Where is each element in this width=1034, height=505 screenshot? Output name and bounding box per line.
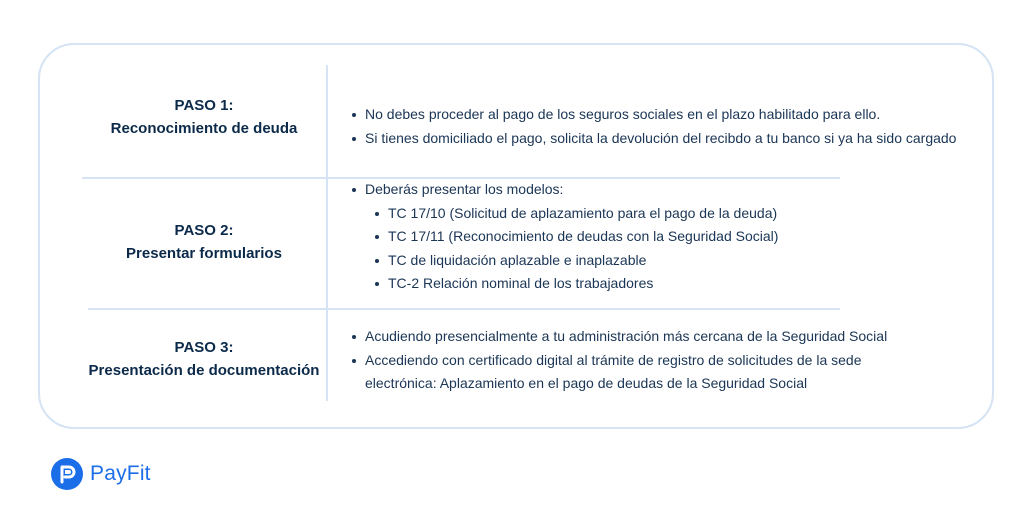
- sub-list-item: TC 17/10 (Solicitud de aplazamiento para el pago de la deuda): [347, 202, 778, 226]
- step-1-number: PASO 1:: [174, 97, 234, 114]
- row-divider-2: [88, 308, 840, 310]
- list-item: [347, 349, 887, 396]
- list-item: No debes proceder al pago de los seguros sociales en el plazo habilitado para ello.: [347, 103, 956, 127]
- payfit-logo-icon: [51, 458, 83, 490]
- step-3-number: PASO 3:: [174, 339, 234, 356]
- sub-list-item: TC 17/11 (Reconocimiento de deudas con la Seguridad Social): [347, 225, 778, 249]
- step-2-list: [347, 178, 778, 296]
- column-divider: [326, 65, 328, 401]
- step-1-heading: [82, 94, 326, 140]
- sub-list-item: TC-2 Relación nominal de los trabajadores: [347, 272, 778, 296]
- list-item: Si tienes domiciliado el pago, solicita la devolución del recibdo a tu banco si ya ha sido cargado: [347, 127, 956, 151]
- step-3-title: Presentación de documentación: [88, 362, 320, 379]
- step-2-title: Presentar formularios: [126, 245, 282, 262]
- step-3-heading: [82, 336, 326, 382]
- step-3-list: [347, 325, 887, 396]
- sub-list-item: TC de liquidación aplazable e inaplazable: [347, 249, 778, 273]
- list-item-line-1: Accediendo con certificado digital al trámite de registro de solicitudes de la sede: [365, 351, 862, 368]
- step-2-number: PASO 2:: [174, 222, 234, 239]
- step-2-heading: [82, 219, 326, 265]
- step-1-title: Reconocimiento de deuda: [110, 120, 298, 137]
- step-1-list: [347, 103, 956, 150]
- payfit-logo-text: PayFit: [90, 462, 151, 485]
- list-item-line-2: electrónica: Aplazamiento en el pago de deudas de la Seguridad Social: [365, 375, 808, 391]
- list-item: Acudiendo presencialmente a tu administración más cercana de la Seguridad Social: [347, 325, 887, 349]
- payfit-logo: [51, 458, 151, 490]
- list-item: Deberás presentar los modelos:: [347, 178, 778, 202]
